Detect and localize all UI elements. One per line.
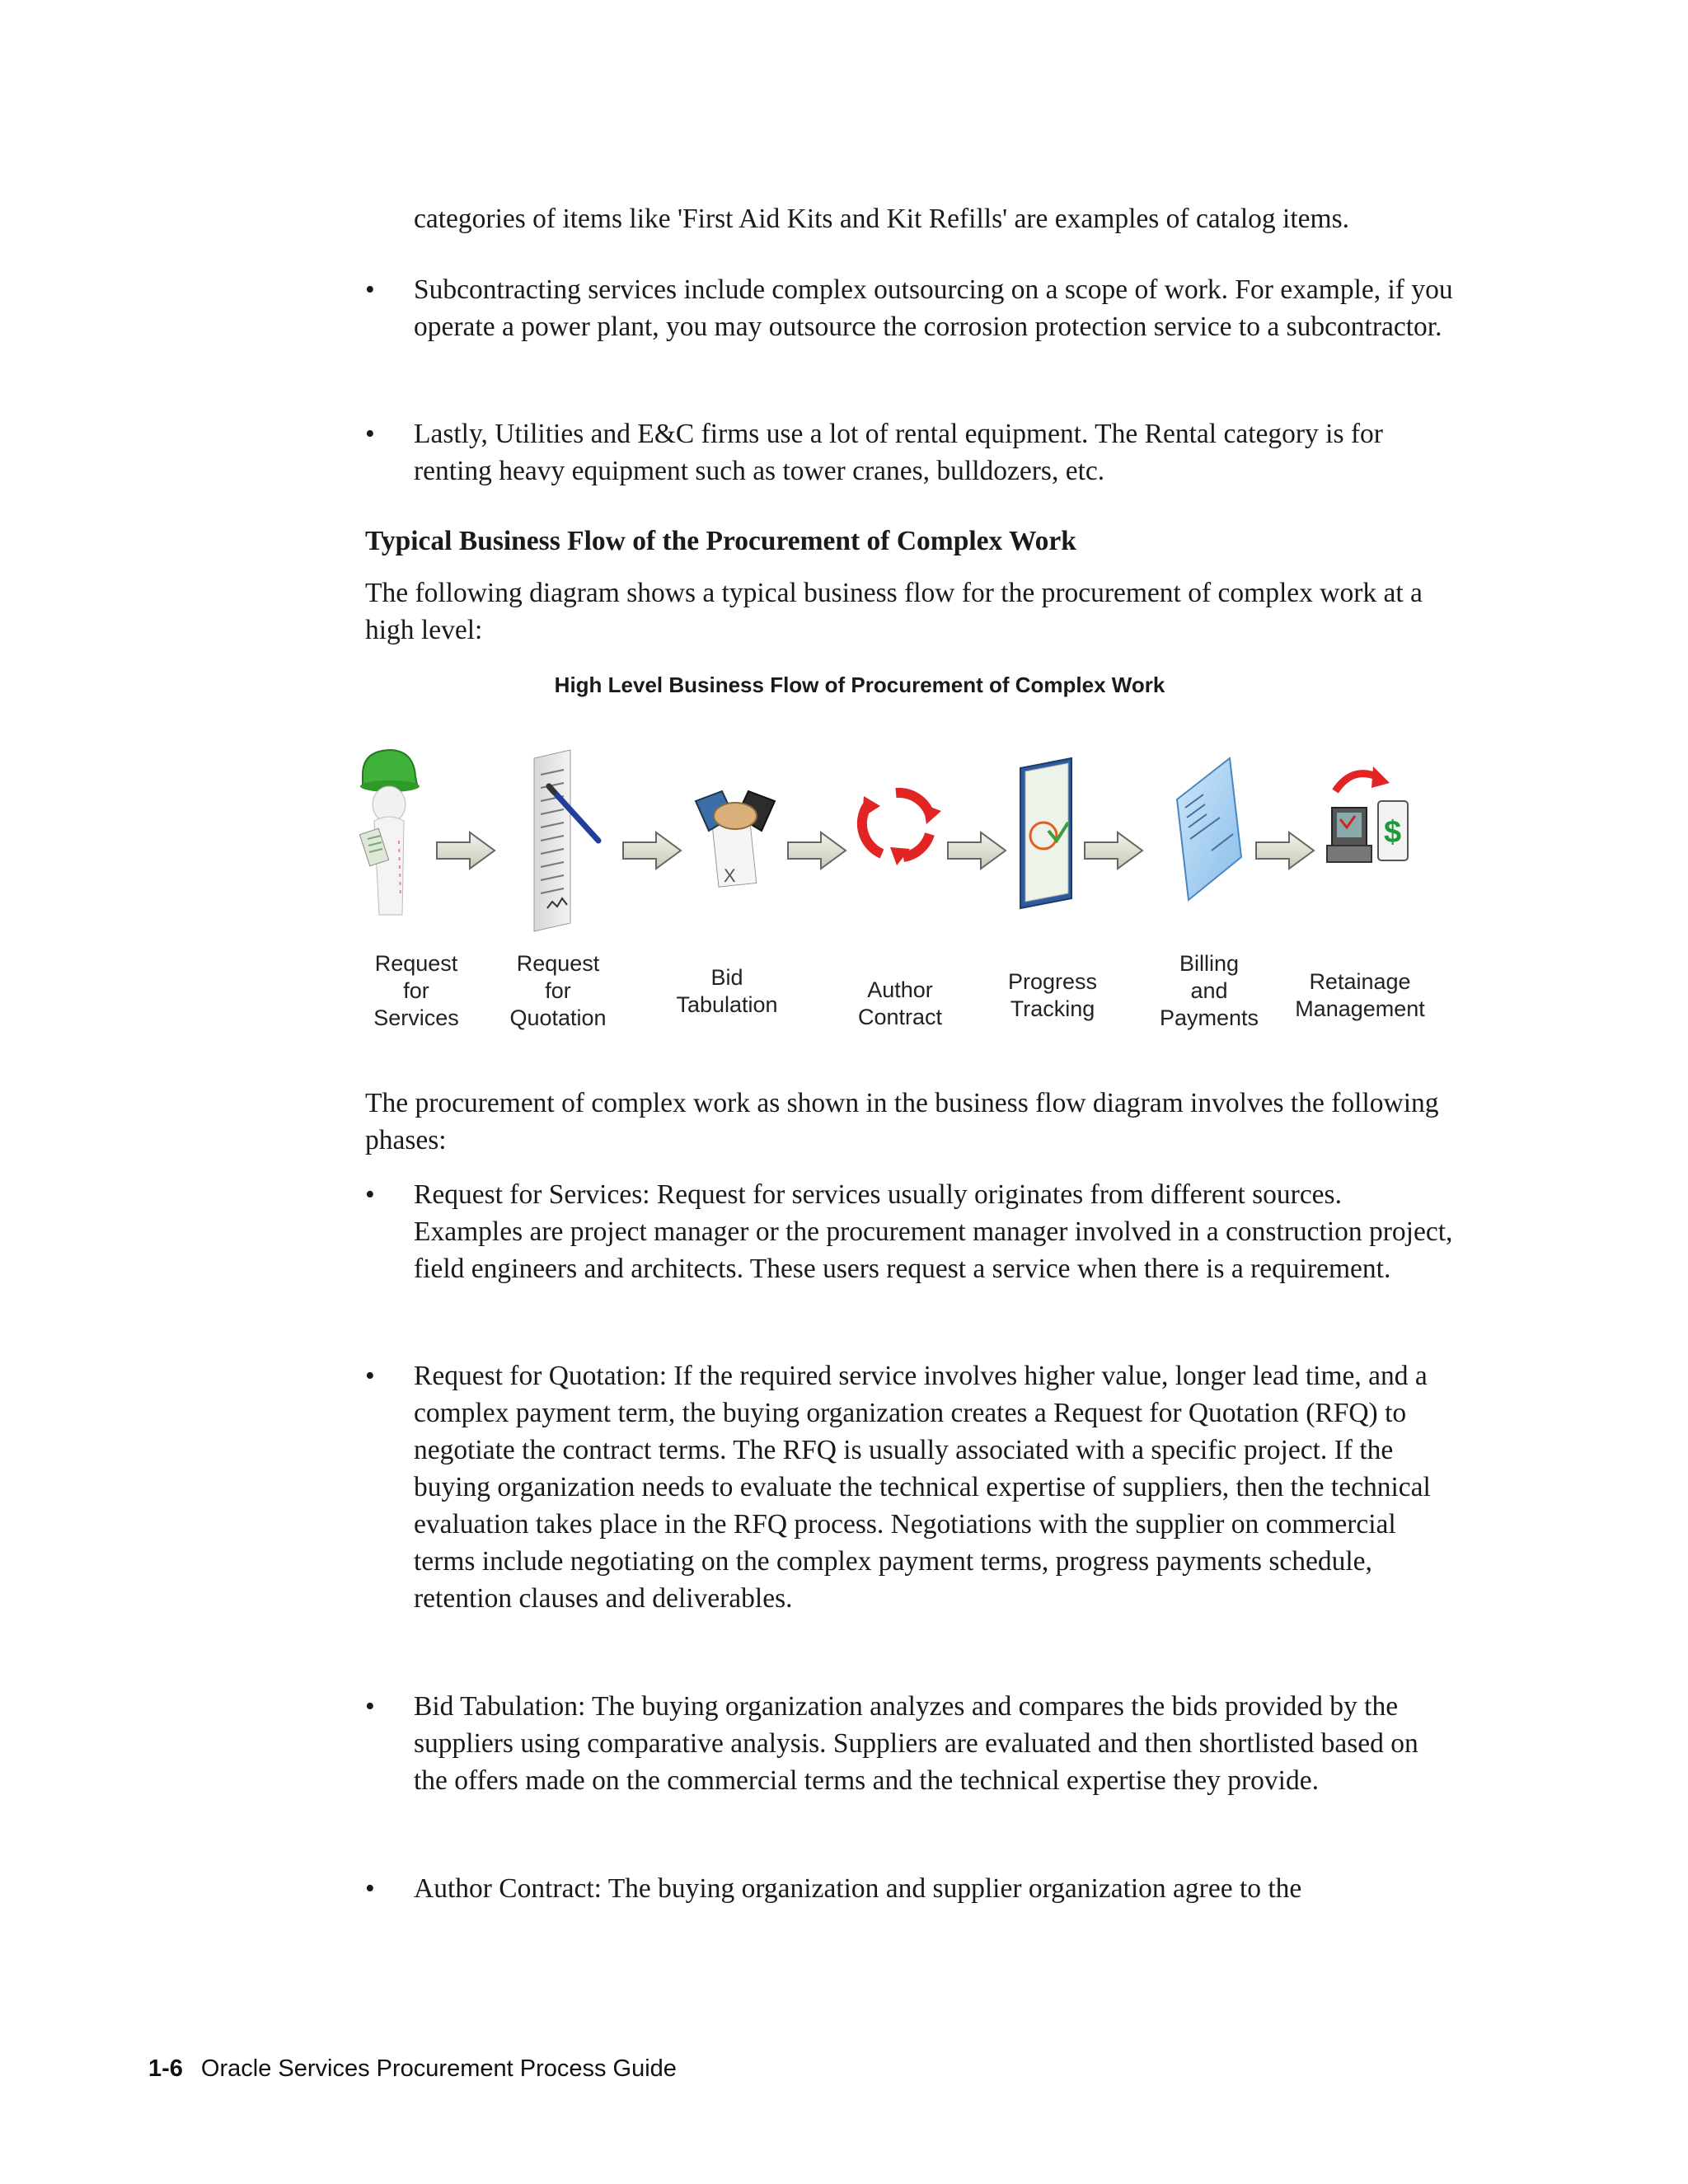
label-line: Contract [857, 1005, 943, 1029]
bullet-marker: • [365, 1361, 375, 1391]
label-line: for [545, 978, 571, 1003]
list-item-text: Request for Services: Request for services usually originates from different sources. Examples are project manager or the procurement manager involved in a construction project, field engineers and architects. These users request a service when there is a requirement. [414, 1179, 1453, 1284]
label-line: Quotation [509, 1005, 607, 1030]
label-line: Request [516, 951, 600, 976]
page-footer [148, 2055, 677, 2083]
flow-arrow-icon [1085, 832, 1142, 869]
list-item-text: Subcontracting services include complex outsourcing on a scope of work. For example, if you operate a power plant, you may outsource the corrosion protection service to a subcontractor. [414, 274, 1453, 342]
intro-paragraph: The following diagram shows a typical business flow for the procurement of complex work at a high level: [365, 578, 1423, 645]
flow-arrow-icon [623, 832, 681, 869]
label-line: Tabulation [676, 992, 778, 1017]
label-line: Services [373, 1005, 459, 1030]
guide-title: Oracle Services Procurement Process Guide [200, 2055, 677, 2082]
check-icon [1177, 758, 1241, 900]
business-flow-diagram [346, 725, 1467, 1047]
document-pen-icon [534, 750, 598, 931]
list-item-text: Request for Quotation: If the required service involves higher value, longer lead time, and a complex payment term, the buying organization creates a Request for Quotation (RFQ) to negotiate the contract terms. The RFQ is usually associated with a specific project. If the buying organization needs to evaluate the technical expertise of suppliers, then the technical evaluation takes place in the RFQ process. Negotiations with the supplier on commercial terms include negotiating on the complex payment terms, progress payments schedule, retention clauses and deliverables. [414, 1361, 1431, 1614]
bullet-marker: • [365, 274, 375, 305]
step-label-retainage-management [1278, 968, 1442, 1023]
phases-intro-paragraph: The procurement of complex work as shown in the business flow diagram involves the following phases: [365, 1088, 1439, 1155]
label-line: Tracking [1010, 996, 1095, 1021]
computer-dollar-icon [1327, 766, 1408, 862]
section-heading: Typical Business Flow of the Procurement of Complex Work [365, 526, 1076, 556]
label-line: Bid [710, 965, 743, 990]
bullet-marker: • [365, 1179, 375, 1210]
label-line: Progress [1007, 969, 1098, 994]
bullet-marker: • [365, 419, 375, 449]
flow-arrow-icon [437, 832, 495, 869]
label-line: for [403, 978, 429, 1003]
flow-arrow-icon [788, 832, 846, 869]
continuation-paragraph: categories of items like 'First Aid Kits and Kit Refills' are examples of catalog items. [414, 204, 1349, 234]
label-line: Billing [1179, 951, 1240, 976]
step-label-request-for-services [346, 950, 486, 1032]
diagram-graphics [346, 725, 1467, 940]
clipboard-icon [1020, 758, 1071, 908]
label-line: Author [867, 977, 933, 1002]
svg-text:$: $ [1384, 815, 1402, 850]
worker-icon [359, 750, 420, 915]
step-label-request-for-quotation [488, 950, 628, 1032]
label-line: Payments [1159, 1005, 1259, 1030]
step-label-billing-and-payments [1139, 950, 1279, 1032]
flow-arrow-icon [1256, 832, 1314, 869]
diagram-title: High Level Business Flow of Procurement of Complex Work [554, 673, 1165, 697]
label-line: Retainage [1309, 969, 1411, 994]
list-item-text: Author Contract: The buying organization and supplier organization agree to the [414, 1873, 1302, 1904]
bullet-marker: • [365, 1691, 375, 1722]
list-item-text: Bid Tabulation: The buying organization analyzes and compares the bids provided by the suppliers using comparative analysis. Suppliers are evaluated and then shortlisted based on the offers made on the commercial terms and the technical expertise they provide. [414, 1691, 1418, 1796]
step-label-author-contract [830, 977, 970, 1031]
label-line: Management [1295, 996, 1425, 1021]
flow-arrow-icon [948, 832, 1006, 869]
cycle-arrows-icon [862, 793, 941, 865]
bullet-marker: • [365, 1873, 375, 1904]
step-label-bid-tabulation [657, 964, 797, 1019]
page-number: 1-6 [148, 2055, 183, 2082]
list-item-text: Lastly, Utilities and E&C firms use a lot of rental equipment. The Rental category is for renting heavy equipment such as tower cranes, bulldozers, etc. [414, 419, 1383, 486]
svg-text:X: X [724, 865, 736, 886]
label-line: and [1190, 978, 1228, 1003]
label-line: Request [374, 951, 458, 976]
step-label-progress-tracking [982, 968, 1123, 1023]
handshake-icon [696, 791, 775, 887]
